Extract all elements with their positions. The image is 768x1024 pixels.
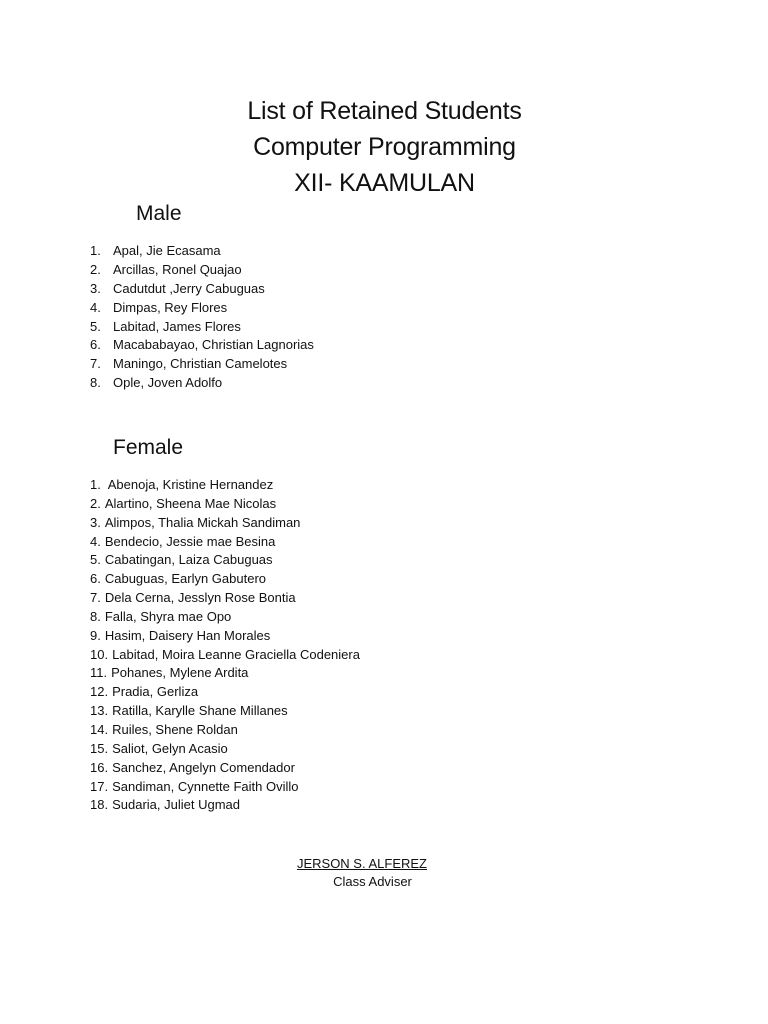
student-number: 7. (90, 590, 101, 606)
student-number: 3. (90, 280, 101, 296)
student-name: Ratilla, Karylle Shane Millanes (112, 703, 288, 719)
student-list-item (90, 242, 314, 261)
student-number: 2. (90, 495, 101, 511)
male-section-heading: Male (136, 202, 182, 225)
student-number: 8. (90, 375, 101, 391)
student-name: Cadutdut ,Jerry Cabuguas (113, 280, 265, 296)
student-list-item (90, 646, 360, 665)
student-list-item (90, 495, 360, 514)
student-number: 9. (90, 627, 101, 643)
student-name: Sudaria, Juliet Ugmad (112, 797, 240, 813)
document-title (0, 93, 768, 201)
student-list-item (90, 299, 314, 318)
student-list-item (90, 374, 314, 393)
female-student-list (90, 476, 360, 815)
title-line-3: XII- KAAMULAN (294, 169, 475, 197)
student-number: 10. (90, 646, 109, 662)
student-name: Cabuguas, Earlyn Gabutero (104, 571, 266, 587)
student-number: 1. (90, 243, 101, 258)
student-number: 17. (90, 778, 109, 794)
student-list-item (90, 336, 314, 355)
student-number: 12. (90, 684, 109, 700)
student-list-item (90, 318, 314, 337)
student-list-item (90, 721, 360, 740)
student-number: 2. (90, 261, 101, 277)
student-name: Sandiman, Cynnette Faith Ovillo (112, 778, 299, 794)
student-number: 6. (90, 571, 101, 587)
student-list-item (90, 702, 360, 721)
student-name: Hasim, Daisery Han Morales (104, 627, 271, 643)
student-number: 18. (90, 797, 109, 813)
student-list-item (90, 261, 314, 280)
student-number: 16. (90, 759, 109, 775)
student-number: 14. (90, 721, 109, 737)
student-name: Pradia, Gerliza (112, 684, 199, 700)
student-number: 4. (90, 533, 101, 549)
student-list-item (90, 589, 360, 608)
student-list-item (90, 355, 314, 374)
student-name: Falla, Shyra mae Opo (104, 608, 232, 624)
student-name: Maningo, Christian Camelotes (113, 356, 288, 372)
student-list-item (90, 683, 360, 702)
student-list-item (90, 551, 360, 570)
student-list-item (90, 796, 360, 815)
student-list-item (90, 759, 360, 778)
student-list-item (90, 627, 360, 646)
student-number: 5. (90, 552, 101, 568)
student-name: Macababayao, Christian Lagnorias (113, 337, 314, 353)
student-name: Dela Cerna, Jesslyn Rose Bontia (104, 590, 296, 606)
student-name: Cabatingan, Laiza Cabuguas (104, 552, 273, 568)
student-name: Bendecio, Jessie mae Besina (104, 533, 276, 549)
student-number: 3. (90, 514, 101, 530)
student-name: Labitad, James Flores (113, 318, 241, 334)
title-line-1: List of Retained Students (247, 97, 522, 125)
student-number: 1. (90, 477, 101, 492)
student-name: Labitad, Moira Leanne Graciella Codeniera (112, 646, 360, 662)
student-number: 13. (90, 703, 109, 719)
student-name: Alimpos, Thalia Mickah Sandiman (104, 514, 301, 530)
student-list-item (90, 280, 314, 299)
signature-block (0, 855, 768, 891)
student-number: 6. (90, 337, 101, 353)
student-list-item (90, 608, 360, 627)
student-name: Alartino, Sheena Mae Nicolas (104, 495, 277, 511)
title-line-2: Computer Programming (253, 133, 516, 161)
student-name: Apal, Jie Ecasama (113, 243, 221, 258)
student-list-item (90, 514, 360, 533)
student-name: Saliot, Gelyn Acasio (112, 740, 228, 756)
student-number: 4. (90, 299, 101, 315)
student-number: 15. (90, 740, 109, 756)
student-list-item (90, 664, 360, 683)
female-section-heading: Female (113, 436, 184, 459)
student-name: Dimpas, Rey Flores (113, 299, 228, 315)
student-number: 11. (90, 665, 108, 681)
student-number: 5. (90, 318, 101, 334)
adviser-role: Class Adviser (333, 874, 412, 889)
student-list-item (90, 533, 360, 552)
student-name: Ople, Joven Adolfo (113, 375, 223, 391)
adviser-name: JERSON S. ALFEREZ (296, 856, 428, 871)
student-list-item (90, 740, 360, 759)
student-number: 8. (90, 608, 101, 624)
student-list-item (90, 778, 360, 797)
student-list-item (90, 570, 360, 589)
male-student-list (90, 242, 314, 393)
student-list-item (90, 476, 360, 495)
student-name: Arcillas, Ronel Quajao (113, 261, 242, 277)
student-number: 7. (90, 356, 101, 372)
student-name: Sanchez, Angelyn Comendador (112, 759, 295, 775)
student-name: Abenoja, Kristine Hernandez (104, 477, 274, 492)
student-name: Ruiles, Shene Roldan (112, 721, 238, 737)
student-name: Pohanes, Mylene Ardita (111, 665, 249, 681)
